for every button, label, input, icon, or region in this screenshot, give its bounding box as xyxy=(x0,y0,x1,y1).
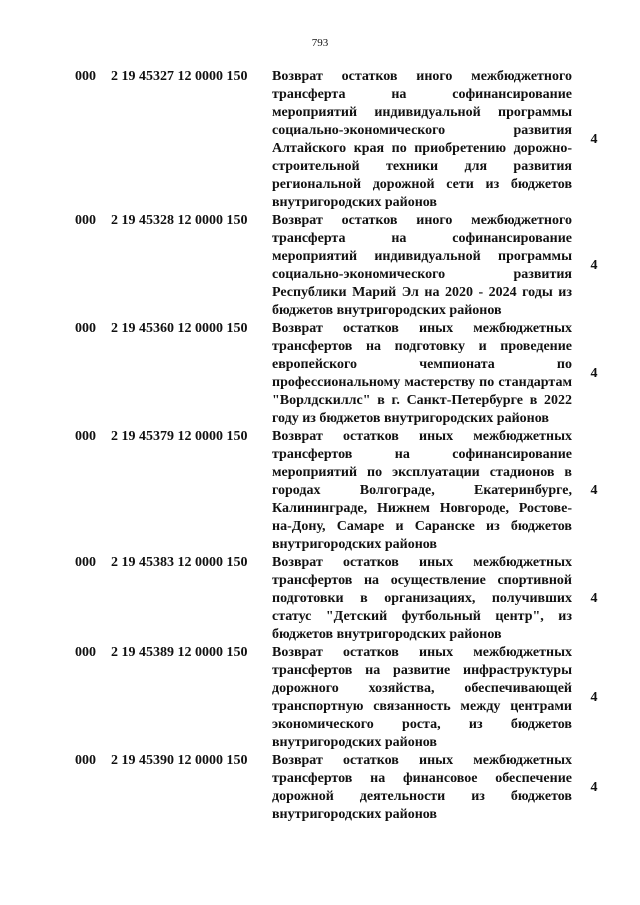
row-description: Возврат остатков иных межбюджетных трансфертов на подготовку и проведение европейского чемпионата по профессиональному мастерству по стандартам "Ворлдскиллс" в г. Санкт-Петербурге в 2022 году из бюджетов внутригородских районов xyxy=(272,321,572,426)
row-value: 4 xyxy=(590,366,598,381)
budget-classification-code: 2 19 45383 12 0000 150 xyxy=(111,555,248,570)
budget-classification-code: 2 19 45389 12 0000 150 xyxy=(111,645,248,660)
admin-code: 000 xyxy=(75,555,96,570)
row-description: Возврат остатков иных межбюджетных трансфертов на софинансирование мероприятий по эксплуатации стадионов в городах Волгограде, Екатеринбурге, Калининграде, Нижнем Новгороде, Ростове-на-Дону, Самаре и Саранске из бюджетов внутригородских районов xyxy=(272,429,572,552)
admin-code: 000 xyxy=(75,645,96,660)
table-row xyxy=(0,644,640,752)
table-row xyxy=(0,752,640,824)
admin-code: 000 xyxy=(75,69,96,84)
budget-classification-code: 2 19 45360 12 0000 150 xyxy=(111,321,248,336)
table-row xyxy=(0,320,640,428)
budget-classification-code: 2 19 45379 12 0000 150 xyxy=(111,429,248,444)
admin-code: 000 xyxy=(75,753,96,768)
row-value: 4 xyxy=(590,690,598,705)
budget-classification-code: 2 19 45390 12 0000 150 xyxy=(111,753,248,768)
row-description: Возврат остатков иных межбюджетных трансфертов на осуществление спортивной подготовки в организациях, получивших статус "Детский футбольный центр", из бюджетов внутригородских районов xyxy=(272,555,572,642)
admin-code: 000 xyxy=(75,429,96,444)
row-value: 4 xyxy=(590,780,598,795)
budget-classification-code: 2 19 45327 12 0000 150 xyxy=(111,69,248,84)
budget-code-table xyxy=(0,68,640,824)
table-row xyxy=(0,554,640,644)
admin-code: 000 xyxy=(75,213,96,228)
admin-code: 000 xyxy=(75,321,96,336)
page-number: 793 xyxy=(311,37,329,49)
row-value: 4 xyxy=(590,258,598,273)
table-row xyxy=(0,68,640,212)
row-description: Возврат остатков иного межбюджетного трансферта на софинансирование мероприятий индивидуальной программы социально-экономического развития Республики Марий Эл на 2020 - 2024 годы из бюджетов внутригородских районов xyxy=(272,213,572,318)
row-value: 4 xyxy=(590,483,598,498)
row-value: 4 xyxy=(590,132,598,147)
row-description: Возврат остатков иных межбюджетных трансфертов на развитие инфраструктуры дорожного хозяйства, обеспечивающей транспортную связанность между центрами экономического роста, из бюджетов внутригородских районов xyxy=(272,645,572,750)
budget-classification-code: 2 19 45328 12 0000 150 xyxy=(111,213,248,228)
table-row xyxy=(0,212,640,320)
row-description: Возврат остатков иного межбюджетного трансферта на софинансирование мероприятий индивидуальной программы социально-экономического развития Алтайского края по приобретению дорожно-строительной техники для развития региональной дорожной сети из бюджетов внутригородских районов xyxy=(272,69,572,210)
row-description: Возврат остатков иных межбюджетных трансфертов на финансовое обеспечение дорожной деятельности из бюджетов внутригородских районов xyxy=(272,753,572,822)
table-row xyxy=(0,428,640,554)
row-value: 4 xyxy=(590,591,598,606)
